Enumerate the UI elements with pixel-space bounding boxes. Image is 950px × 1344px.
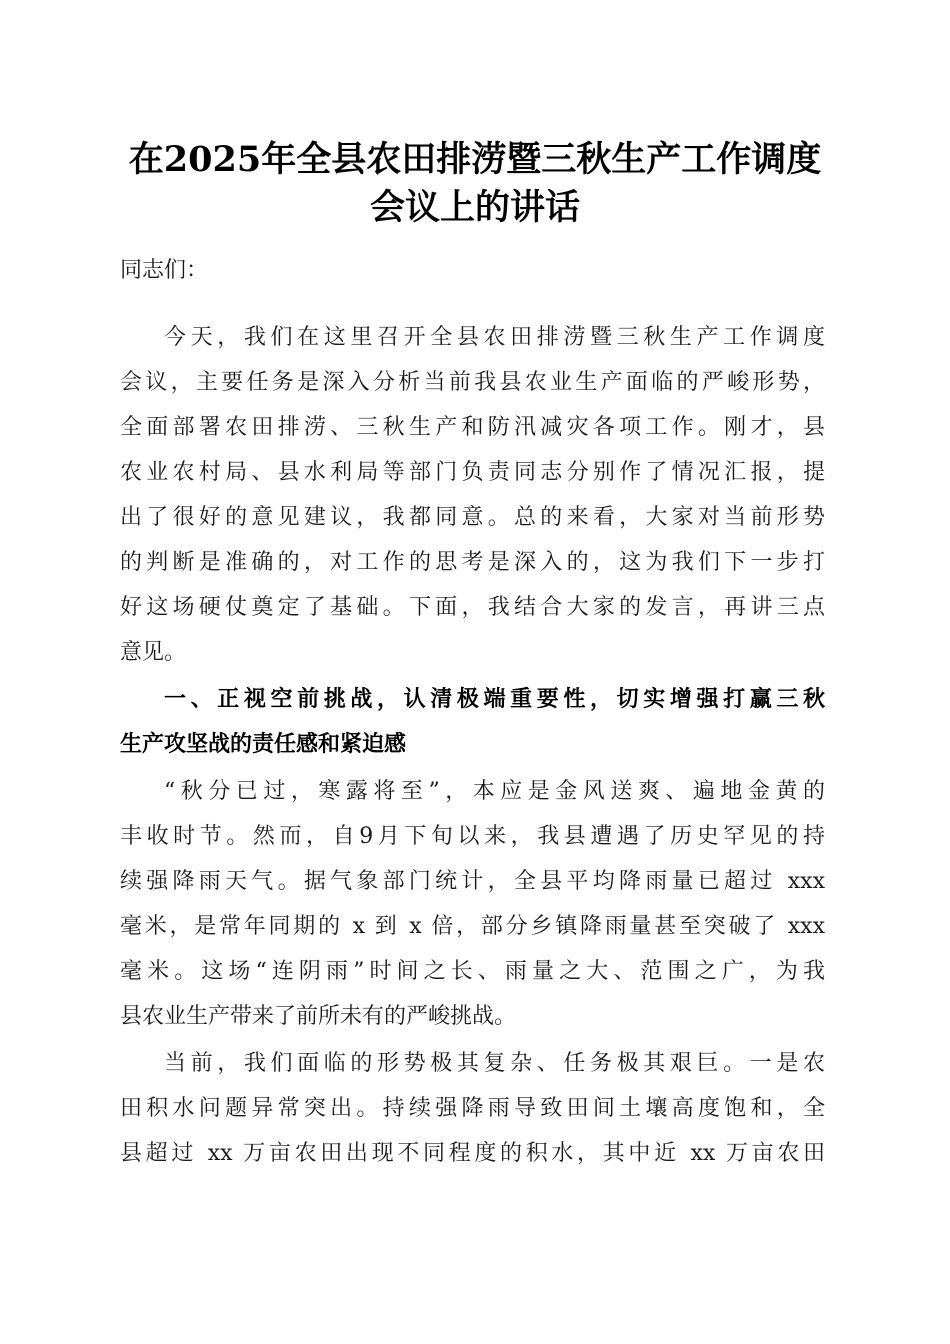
paragraph-line: 县农业生产带来了前所未有的严峻挑战。 (120, 1004, 517, 1029)
paragraph-line: “秋分已过，寒露将至”，本应是金风送爽、遍地金黄的 (164, 779, 825, 804)
section-heading-line: 一、正视空前挑战，认清极端重要性，切实增强打赢三秋 (164, 687, 825, 712)
paragraph-line: 意见。 (120, 640, 187, 665)
paragraph-line: 续强降雨天气。据气象部门统计，全县平均降雨量已超过 xxx (120, 869, 825, 894)
paragraph-line: 田积水问题异常突出。持续强降雨导致田间土壤高度饱和，全 (120, 1096, 825, 1121)
paragraph-line: 丰收时节。然而，自9月下旬以来，我县遭遇了历史罕见的持 (120, 824, 825, 849)
paragraph-line: 毫米，是常年同期的 x 到 x 倍，部分乡镇降雨量甚至突破了 xxx (120, 914, 825, 939)
section-heading-line: 生产攻坚战的责任感和紧迫感 (120, 732, 407, 757)
paragraph-line: 全面部署农田排涝、三秋生产和防汛减灾各项工作。刚才，县 (120, 415, 825, 440)
salutation: 同志们： (120, 258, 209, 283)
paragraph-line: 出了很好的意见建议，我都同意。总的来看，大家对当前形势 (120, 505, 825, 530)
paragraph-line: 当前，我们面临的形势极其复杂、任务极其艰巨。一是农 (164, 1051, 825, 1076)
paragraph-line: 好这场硬仗奠定了基础。下面，我结合大家的发言，再讲三点 (120, 595, 825, 620)
document-title-line-2: 会议上的讲话 (369, 187, 580, 228)
paragraph-line: 县超过 xx 万亩农田出现不同程度的积水，其中近 xx 万亩农田 (120, 1141, 825, 1166)
paragraph-line: 的判断是准确的，对工作的思考是深入的，这为我们下一步打 (120, 550, 825, 575)
document-title-line-1: 在2025年全县农田排涝暨三秋生产工作调度 (128, 139, 822, 180)
paragraph-line: 会议，主要任务是深入分析当前我县农业生产面临的严峻形势， (120, 370, 825, 395)
paragraph-line: 毫米。这场“连阴雨”时间之长、雨量之大、范围之广，为我 (120, 959, 825, 984)
paragraph-line: 今天，我们在这里召开全县农田排涝暨三秋生产工作调度 (164, 325, 825, 350)
paragraph-line: 农业农村局、县水利局等部门负责同志分别作了情况汇报，提 (120, 460, 825, 485)
